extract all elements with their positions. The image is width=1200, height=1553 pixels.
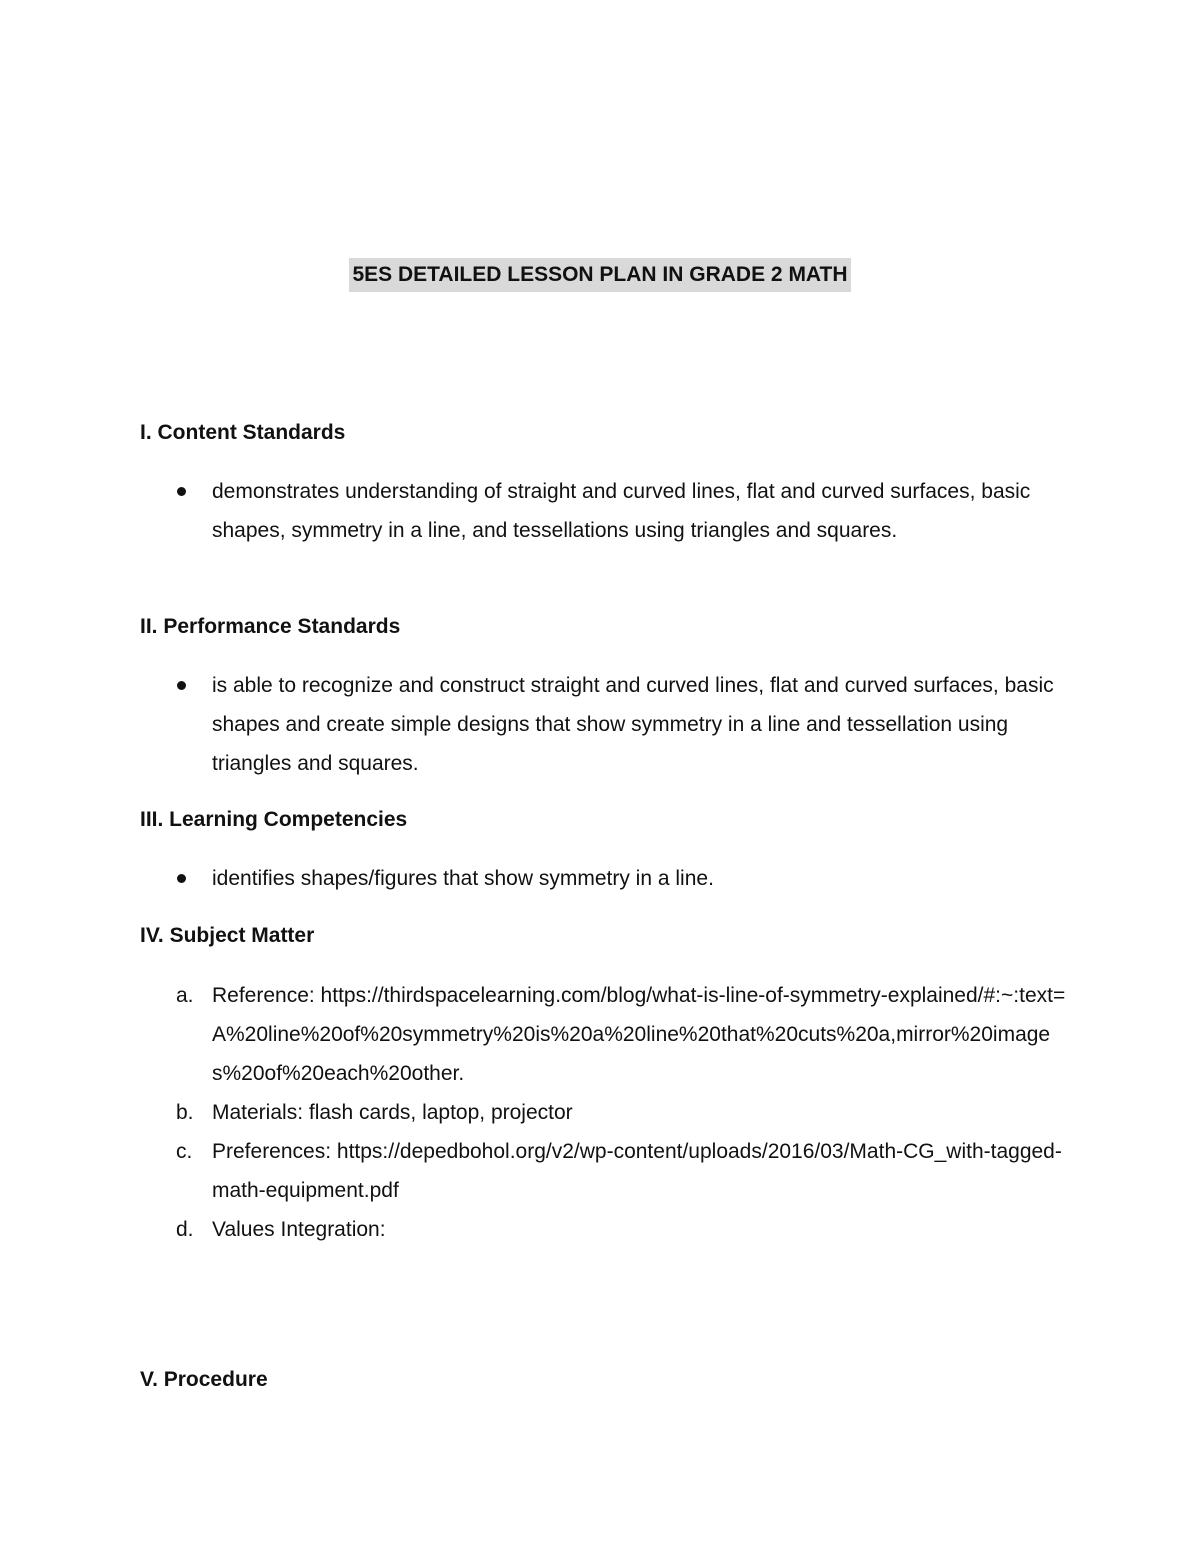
bullet-text: is able to recognize and construct straight and curved lines, flat and curved surfaces, basic shapes and create simple designs that show symmetry in a line and tessellation using triangles and squares.: [212, 674, 1054, 775]
list-letter: c.: [176, 1140, 193, 1163]
list-item: [140, 666, 1070, 783]
section-heading-performance-standards: II. Performance Standards: [140, 615, 401, 638]
bullet-icon: [140, 666, 212, 783]
list-letter: d.: [176, 1218, 194, 1241]
preferences-text: Preferences: https://depedbohol.org/v2/wp-content/uploads/2016/03/Math-CG_with-tagged-math-equipment.pdf: [212, 1140, 1062, 1202]
list-item: [140, 1132, 1070, 1210]
section-heading-procedure: V. Procedure: [140, 1368, 268, 1391]
values-integration-text: Values Integration:: [212, 1218, 386, 1241]
list-item: [140, 472, 1070, 550]
subject-matter-list: [140, 976, 1070, 1249]
performance-standards-list: [140, 666, 1070, 783]
bullet-text: identifies shapes/figures that show symmetry in a line.: [212, 867, 714, 890]
page-title: 5ES DETAILED LESSON PLAN IN GRADE 2 MATH: [349, 258, 850, 292]
reference-text: Reference: https://thirdspacelearning.com/blog/what-is-line-of-symmetry-explained/#:~:text=A%20line%20of%20symmetry%20is%20a%20line%20that%20cuts%20a,mirror%20images%20of%20each%20other.: [212, 984, 1066, 1085]
list-letter: a.: [176, 984, 194, 1007]
materials-text: Materials: flash cards, laptop, projector: [212, 1101, 573, 1124]
bullet-icon: [140, 472, 212, 550]
bullet-icon: [140, 859, 212, 898]
list-item: [140, 1210, 1070, 1249]
bullet-text: demonstrates understanding of straight and curved lines, flat and curved surfaces, basic shapes, symmetry in a line, and tessellations using triangles and squares.: [212, 480, 1031, 542]
learning-competencies-list: [140, 859, 1070, 898]
list-item: [140, 859, 1070, 898]
title-wrap: [0, 258, 1200, 292]
list-item: [140, 1093, 1070, 1132]
section-heading-content-standards: I. Content Standards: [140, 421, 346, 444]
list-letter: b.: [176, 1101, 194, 1124]
content-standards-list: [140, 472, 1070, 550]
list-item: [140, 976, 1070, 1093]
section-heading-learning-competencies: III. Learning Competencies: [140, 808, 408, 831]
section-heading-subject-matter: IV. Subject Matter: [140, 924, 315, 947]
